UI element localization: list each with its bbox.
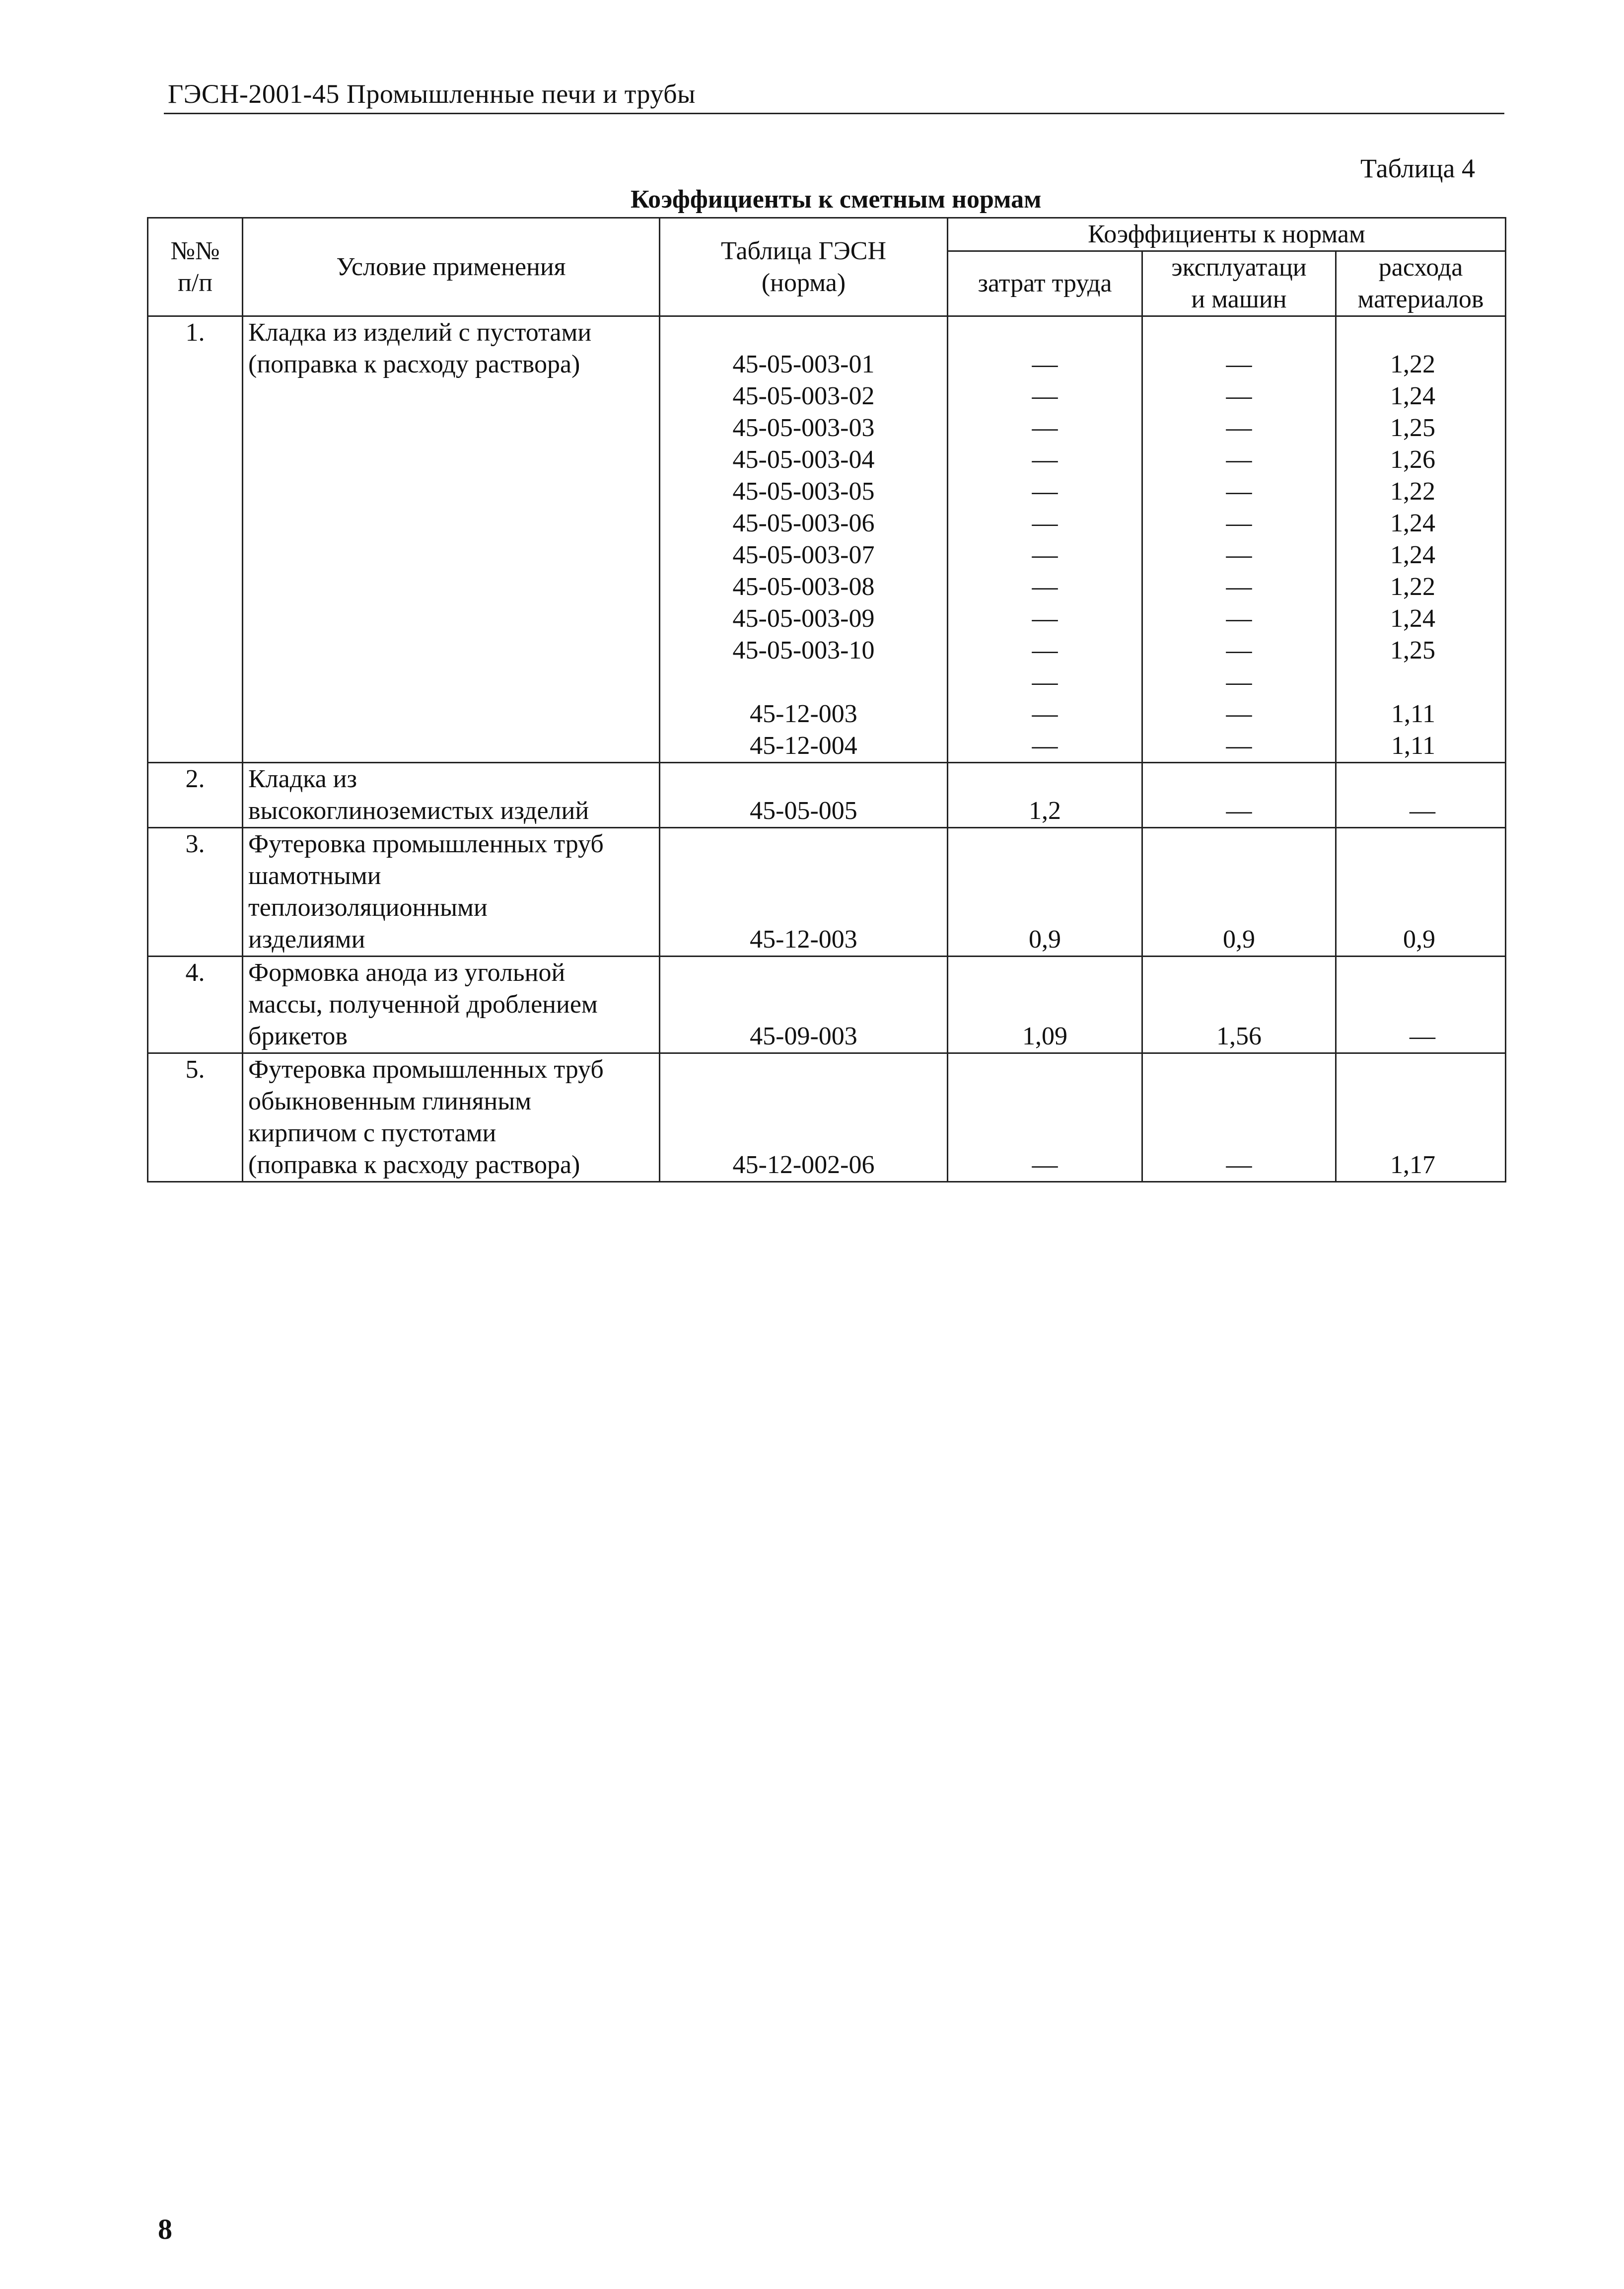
gesn-code: 45-12-002-06: [660, 1053, 948, 1182]
gesn-code: 45-05-003-04: [732, 445, 875, 474]
row-condition: [243, 1053, 660, 1182]
table-row: [148, 763, 1506, 828]
header-materials-line2: материалов: [1357, 285, 1484, 313]
gesn-code: [665, 666, 942, 698]
condition-line: теплоизоляционными: [248, 893, 488, 922]
machines-value: —: [1142, 763, 1336, 828]
header-divider: [164, 113, 1504, 114]
condition-line: брикетов: [248, 1022, 348, 1050]
gesn-code: [665, 317, 942, 349]
row-gesn-codes: [660, 316, 948, 763]
row-machines-values: [1142, 316, 1336, 763]
gesn-code: 45-05-003-01: [732, 350, 875, 378]
row-condition: [243, 828, 660, 957]
header-machines: [1142, 251, 1336, 316]
materials-value: 1,25: [1390, 414, 1436, 442]
header-number-line1: №№: [170, 236, 220, 265]
condition-line: шамотными: [248, 862, 381, 890]
machines-value: —: [1226, 541, 1252, 569]
materials-value: [1342, 666, 1435, 698]
row-number: 5.: [148, 1053, 243, 1182]
gesn-code: 45-12-004: [750, 732, 857, 760]
header-condition: Условие применения: [243, 218, 660, 316]
table-caption: Коэффициенты к сметным нормам: [631, 185, 1042, 214]
machines-value: —: [1142, 1053, 1336, 1182]
machines-value: —: [1226, 350, 1252, 378]
materials-value: 1,24: [1390, 604, 1436, 633]
condition-line: (поправка к расходу раствора): [248, 350, 580, 378]
table-row: [148, 1053, 1506, 1182]
machines-value: —: [1226, 382, 1252, 410]
condition-line: Кладка из изделий с пустотами: [248, 318, 592, 347]
labor-value: 1,2: [948, 763, 1142, 828]
materials-value: —: [1336, 957, 1506, 1053]
materials-value: 1,11: [1391, 732, 1436, 760]
header-gesn-table: [660, 218, 948, 316]
machines-value: —: [1226, 700, 1252, 728]
gesn-code: 45-05-003-10: [732, 636, 875, 665]
row-number: 1.: [148, 316, 243, 763]
materials-value: 1,11: [1391, 700, 1436, 728]
labor-value: —: [1032, 445, 1058, 474]
machines-value: 0,9: [1142, 828, 1336, 957]
condition-line: массы, полученной дроблением: [248, 990, 598, 1019]
materials-value: 1,22: [1390, 477, 1436, 506]
machines-value: —: [1226, 573, 1252, 601]
labor-value: —: [1032, 382, 1058, 410]
row-condition: [243, 957, 660, 1053]
header-machines-line2: и машин: [1191, 285, 1287, 313]
row-condition: [243, 763, 660, 828]
condition-line: (поправка к расходу раствора): [248, 1151, 580, 1179]
document-header-title: ГЭСН-2001-45 Промышленные печи и трубы: [168, 79, 696, 109]
header-number-line2: п/п: [177, 268, 213, 297]
gesn-code: 45-05-003-03: [732, 414, 875, 442]
row-condition: [243, 316, 660, 763]
labor-value: 0,9: [948, 828, 1142, 957]
machines-value: —: [1226, 668, 1252, 696]
labor-value: [953, 317, 1136, 349]
condition-line: высокоглиноземистых изделий: [248, 797, 589, 825]
machines-value: 1,56: [1142, 957, 1336, 1053]
header-machines-line1: эксплуатаци: [1171, 253, 1307, 282]
row-labor-values: [948, 316, 1142, 763]
materials-value: 1,24: [1390, 382, 1436, 410]
machines-value: [1148, 317, 1330, 349]
gesn-code: 45-05-003-06: [732, 509, 875, 537]
labor-value: —: [1032, 604, 1058, 633]
condition-line: кирпичом с пустотами: [248, 1119, 496, 1147]
materials-value: 0,9: [1336, 828, 1506, 957]
materials-value: 1,24: [1390, 509, 1436, 537]
materials-value: 1,17: [1336, 1053, 1506, 1182]
header-gesn-line2: (норма): [761, 268, 846, 297]
condition-line: обыкновенным глиняным: [248, 1087, 532, 1115]
labor-value: —: [1032, 573, 1058, 601]
labor-value: —: [1032, 509, 1058, 537]
machines-value: —: [1226, 414, 1252, 442]
header-coefficients-group: Коэффициенты к нормам: [948, 218, 1506, 251]
labor-value: —: [1032, 732, 1058, 760]
gesn-code: 45-05-003-05: [732, 477, 875, 506]
gesn-code: 45-05-003-09: [732, 604, 875, 633]
labor-value: —: [1032, 700, 1058, 728]
header-materials: [1336, 251, 1506, 316]
machines-value: —: [1226, 509, 1252, 537]
gesn-code: 45-12-003: [750, 700, 857, 728]
page-number: 8: [158, 2213, 172, 2245]
condition-line: Кладка из: [248, 765, 357, 793]
condition-line: изделиями: [248, 925, 365, 954]
materials-value: 1,24: [1390, 541, 1436, 569]
header-number: [148, 218, 243, 316]
machines-value: —: [1226, 636, 1252, 665]
materials-value: —: [1336, 763, 1506, 828]
gesn-code: 45-12-003: [660, 828, 948, 957]
condition-line: Футеровка промышленных труб: [248, 830, 604, 858]
coefficients-table: [147, 217, 1506, 1182]
table-row: [148, 316, 1506, 763]
labor-value: —: [948, 1053, 1142, 1182]
labor-value: —: [1032, 636, 1058, 665]
machines-value: —: [1226, 477, 1252, 506]
machines-value: —: [1226, 732, 1252, 760]
materials-value: 1,25: [1390, 636, 1436, 665]
header-labor: затрат труда: [948, 251, 1142, 316]
labor-value: —: [1032, 668, 1058, 696]
gesn-code: 45-05-003-07: [732, 541, 875, 569]
row-number: 4.: [148, 957, 243, 1053]
materials-value: 1,26: [1390, 445, 1436, 474]
materials-value: [1342, 317, 1435, 349]
table-row: [148, 957, 1506, 1053]
table-number-label: Таблица 4: [1360, 153, 1475, 183]
gesn-code: 45-09-003: [660, 957, 948, 1053]
materials-value: 1,22: [1390, 573, 1436, 601]
condition-line: Формовка анода из угольной: [248, 959, 565, 987]
materials-value: 1,22: [1390, 350, 1436, 378]
gesn-code: 45-05-003-02: [732, 382, 875, 410]
labor-value: —: [1032, 414, 1058, 442]
gesn-code: 45-05-003-08: [732, 573, 875, 601]
machines-value: —: [1226, 445, 1252, 474]
machines-value: —: [1226, 604, 1252, 633]
labor-value: —: [1032, 477, 1058, 506]
gesn-code: 45-05-005: [660, 763, 948, 828]
row-number: 2.: [148, 763, 243, 828]
table-row: [148, 828, 1506, 957]
condition-line: Футеровка промышленных труб: [248, 1055, 604, 1084]
row-materials-values: [1336, 316, 1506, 763]
header-gesn-line1: Таблица ГЭСН: [720, 236, 887, 265]
labor-value: —: [1032, 541, 1058, 569]
labor-value: —: [1032, 350, 1058, 378]
header-materials-line1: расхода: [1378, 253, 1463, 282]
row-number: 3.: [148, 828, 243, 957]
labor-value: 1,09: [948, 957, 1142, 1053]
